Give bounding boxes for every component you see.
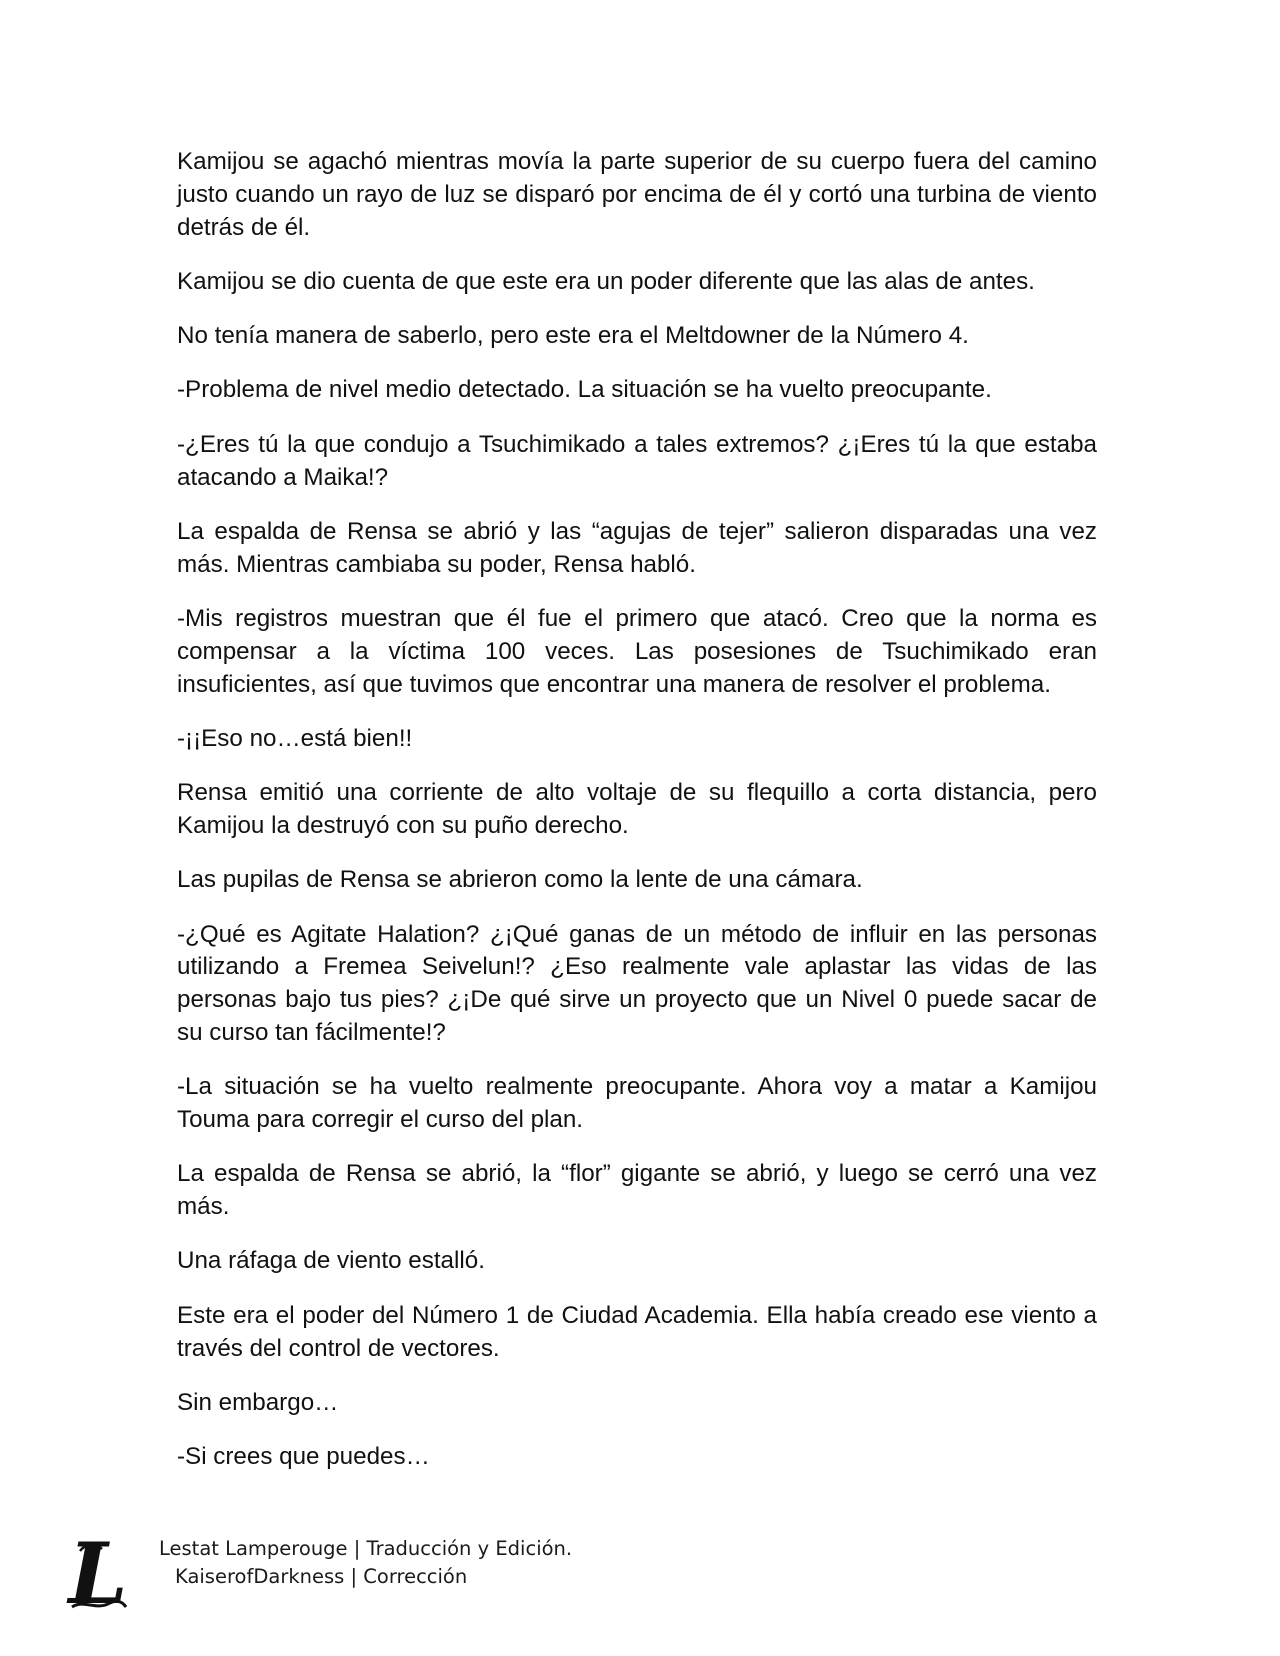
paragraph: Una ráfaga de viento estalló.	[177, 1247, 485, 1275]
svg-text:L: L	[68, 1537, 128, 1613]
body-text	[177, 146, 1097, 1495]
paragraph: La espalda de Rensa se abrió y las “agujas de tejer” salieron disparadas una vez más. Mientras cambiaba su poder, Rensa habló.	[177, 517, 1097, 578]
paragraph: -¡¡Eso no…está bien!!	[177, 724, 413, 752]
paragraph: -Problema de nivel medio detectado. La situación se ha vuelto preocupante.	[177, 376, 992, 404]
paragraph: Este era el poder del Número 1 de Ciudad Academia. Ella había creado ese viento a través del control de vectores.	[177, 1301, 1097, 1362]
credit-correction: KaiserofDarkness | Corrección	[175, 1565, 468, 1588]
paragraph: Kamijou se agachó mientras movía la parte superior de su cuerpo fuera del camino justo cuando un rayo de luz se disparó por encima de él y cortó una turbina de viento detrás de él.	[177, 148, 1097, 241]
credits	[159, 1535, 572, 1591]
page-footer	[64, 1535, 664, 1635]
paragraph: -¿Qué es Agitate Halation? ¿¡Qué ganas de un método de influir en las personas utilizando a Fremea Seivelun!? ¿Eso realmente vale aplastar las vidas de las personas bajo tus pies? ¿¡De qué sirve un proyecto que un Nivel 0 puede sacar de su curso tan fácilmente!?	[177, 920, 1097, 1046]
paragraph: Kamijou se dio cuenta de que este era un poder diferente que las alas de antes.	[177, 267, 1035, 295]
paragraph: -¿Eres tú la que condujo a Tsuchimikado a tales extremos? ¿¡Eres tú la que estaba atacando a Maika!?	[177, 430, 1097, 491]
paragraph: Rensa emitió una corriente de alto voltaje de su flequillo a corta distancia, pero Kamijou la destruyó con su puño derecho.	[177, 779, 1097, 839]
paragraph: No tenía manera de saberlo, pero este era el Meltdowner de la Número 4.	[177, 322, 969, 350]
credit-translation: Lestat Lamperouge | Traducción y Edición.	[159, 1537, 573, 1560]
paragraph: La espalda de Rensa se abrió, la “flor” gigante se abrió, y luego se cerró una vez más.	[177, 1160, 1097, 1221]
paragraph: Las pupilas de Rensa se abrieron como la lente de una cámara.	[177, 866, 863, 894]
gothic-letter-L-logo-icon	[66, 1537, 130, 1613]
paragraph: -Mis registros muestran que él fue el primero que atacó. Creo que la norma es compensar a la víctima 100 veces. Las posesiones de Tsuchimikado eran insuficientes, así que tuvimos que encontrar una manera de resolver el problema.	[177, 604, 1097, 698]
paragraph: -Si crees que puedes…	[177, 1443, 430, 1471]
paragraph: Sin embargo…	[177, 1388, 339, 1416]
paragraph: -La situación se ha vuelto realmente preocupante. Ahora voy a matar a Kamijou Touma para corregir el curso del plan.	[177, 1073, 1097, 1134]
